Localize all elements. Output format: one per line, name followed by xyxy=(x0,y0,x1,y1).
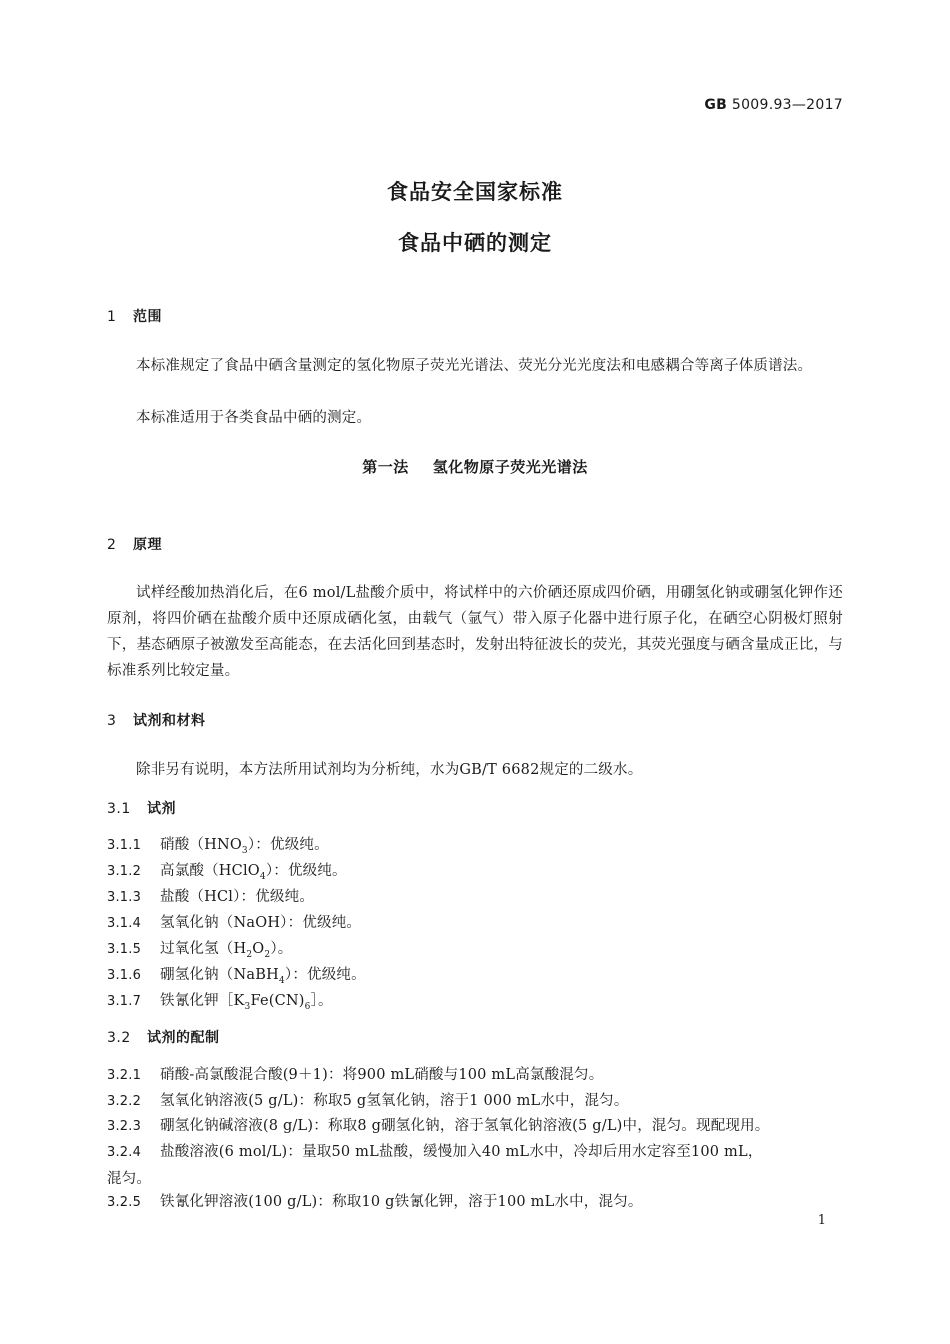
item-number: 3.1.3 xyxy=(107,890,142,905)
preparation-item xyxy=(107,1189,843,1216)
item-subscript: 6 xyxy=(304,1001,311,1012)
method-1-label: 第一法 xyxy=(362,458,409,476)
item-number: 3.1.1 xyxy=(107,838,142,853)
item-text: 高氯酸（HClO xyxy=(160,863,260,879)
item-number: 3.1.2 xyxy=(107,864,142,879)
item-text: 过氧化氢（H xyxy=(160,941,247,957)
standard-number xyxy=(704,97,843,113)
item-number: 3.1.4 xyxy=(107,916,142,931)
item-text: 铁氰化钾溶液(100 g/L)：称取10 g铁氰化钾，溶于100 mL水中，混匀。 xyxy=(160,1194,643,1210)
section-3-paragraph-1: 除非另有说明，本方法所用试剂均为分析纯，水为GB/T 6682规定的二级水。 xyxy=(136,762,643,778)
method-1-title: 氢化物原子荧光光谱法 xyxy=(432,458,588,476)
item-text-end: ）。 xyxy=(270,941,293,957)
section-1-title: 范围 xyxy=(133,309,162,325)
section-3-1-number: 3.1 xyxy=(107,801,131,817)
item-text: 硝酸（HNO xyxy=(160,837,242,853)
item-text-end: ）：优级纯。 xyxy=(247,837,329,853)
item-number: 3.1.6 xyxy=(107,968,142,983)
item-text-end: ）：优级纯。 xyxy=(265,863,347,879)
preparation-item xyxy=(107,1088,843,1115)
item-number: 3.1.7 xyxy=(107,994,142,1009)
item-subscript: 3 xyxy=(244,1001,251,1012)
item-number: 3.1.5 xyxy=(107,942,142,957)
item-text-mid: Fe(CN) xyxy=(250,993,305,1009)
item-text-mid: O xyxy=(252,941,265,957)
section-3-2-heading xyxy=(107,1027,220,1047)
item-text: 硼氢化钠碱溶液(8 g/L)：称取8 g硼氢化钠，溶于氢氧化钠溶液(5 g/L)中，混匀。现配现用。 xyxy=(160,1118,770,1134)
standard-code: 5009.93—2017 xyxy=(731,97,843,113)
item-text: 氢氧化钠溶液(5 g/L)：称取5 g氢氧化钠，溶于1 000 mL水中，混匀。 xyxy=(160,1093,629,1109)
item-text: 盐酸溶液(6 mol/L)：量取50 mL盐酸，缓慢加入40 mL水中，冷却后用水定容至100 mL， xyxy=(160,1144,763,1160)
section-1-paragraph-1: 本标准规定了食品中硒含量测定的氢化物原子荧光光谱法、荧光分光光度法和电感耦合等离子体质谱法。 xyxy=(136,358,813,374)
item-text: 硝酸-高氯酸混合酸(9＋1)：将900 mL硝酸与100 mL高氯酸混匀。 xyxy=(160,1067,604,1083)
section-3-1-title: 试剂 xyxy=(147,801,176,817)
preparation-item xyxy=(107,1062,843,1089)
section-2-title: 原理 xyxy=(133,537,162,553)
item-subscript: 4 xyxy=(259,871,266,882)
item-text: 盐酸（HCl）：优级纯。 xyxy=(160,889,315,905)
sub-title: 食品中硒的测定 xyxy=(398,231,552,255)
item-subscript: 2 xyxy=(264,949,271,960)
item-number: 3.2.3 xyxy=(107,1119,142,1134)
item-number: 3.2.2 xyxy=(107,1094,142,1109)
page-number: 1 xyxy=(817,1213,826,1228)
item-text-end: ）：优级纯。 xyxy=(284,967,366,983)
item-number: 3.2.5 xyxy=(107,1195,142,1210)
section-3-2-title: 试剂的配制 xyxy=(147,1030,220,1046)
section-1-paragraph-2: 本标准适用于各类食品中硒的测定。 xyxy=(136,410,372,426)
section-3-heading xyxy=(107,710,206,730)
item-text: 铁氰化钾［K xyxy=(160,993,245,1009)
item-text-end: ］。 xyxy=(310,993,333,1009)
section-3-1-heading xyxy=(107,798,176,818)
item-text: 氢氧化钠（NaOH）：优级纯。 xyxy=(160,915,362,931)
section-1-heading xyxy=(107,306,162,326)
preparation-item xyxy=(107,1113,843,1140)
section-3-2-number: 3.2 xyxy=(107,1030,131,1046)
main-title: 食品安全国家标准 xyxy=(387,180,563,204)
item-text-continued: 混匀。 xyxy=(107,1171,152,1187)
reagent-item xyxy=(107,884,843,911)
item-subscript: 2 xyxy=(246,949,253,960)
reagent-item xyxy=(107,988,843,1020)
preparation-item xyxy=(107,1139,843,1192)
item-number: 3.2.1 xyxy=(107,1068,142,1083)
section-1-number: 1 xyxy=(107,309,117,325)
item-subscript: 3 xyxy=(241,845,248,856)
section-2-paragraph-1: 试样经酸加热消化后，在6 mol/L盐酸介质中，将试样中的六价硒还原成四价硒，用硼氢化钠或硼氢化钾作还原剂，将四价硒在盐酸介质中还原成硒化氢，由载气（氩气）带入原子化器中进行原子化，在硒空心阴极灯照射下，基态硒原子被激发至高能态，在去活化回到基态时，发射出特征波长的荧光，其荧光强度与硒含量成正比，与标准系列比较定量。 xyxy=(107,585,843,679)
section-2-heading xyxy=(107,534,162,554)
item-number: 3.2.4 xyxy=(107,1145,142,1160)
reagent-item xyxy=(107,910,843,937)
item-text: 硼氢化钠（NaBH xyxy=(160,967,279,983)
section-3-title: 试剂和材料 xyxy=(133,713,206,729)
method-1-heading xyxy=(0,456,950,477)
section-2-number: 2 xyxy=(107,537,117,553)
standard-prefix: GB xyxy=(704,97,728,113)
section-3-number: 3 xyxy=(107,713,117,729)
item-subscript: 4 xyxy=(278,975,285,986)
